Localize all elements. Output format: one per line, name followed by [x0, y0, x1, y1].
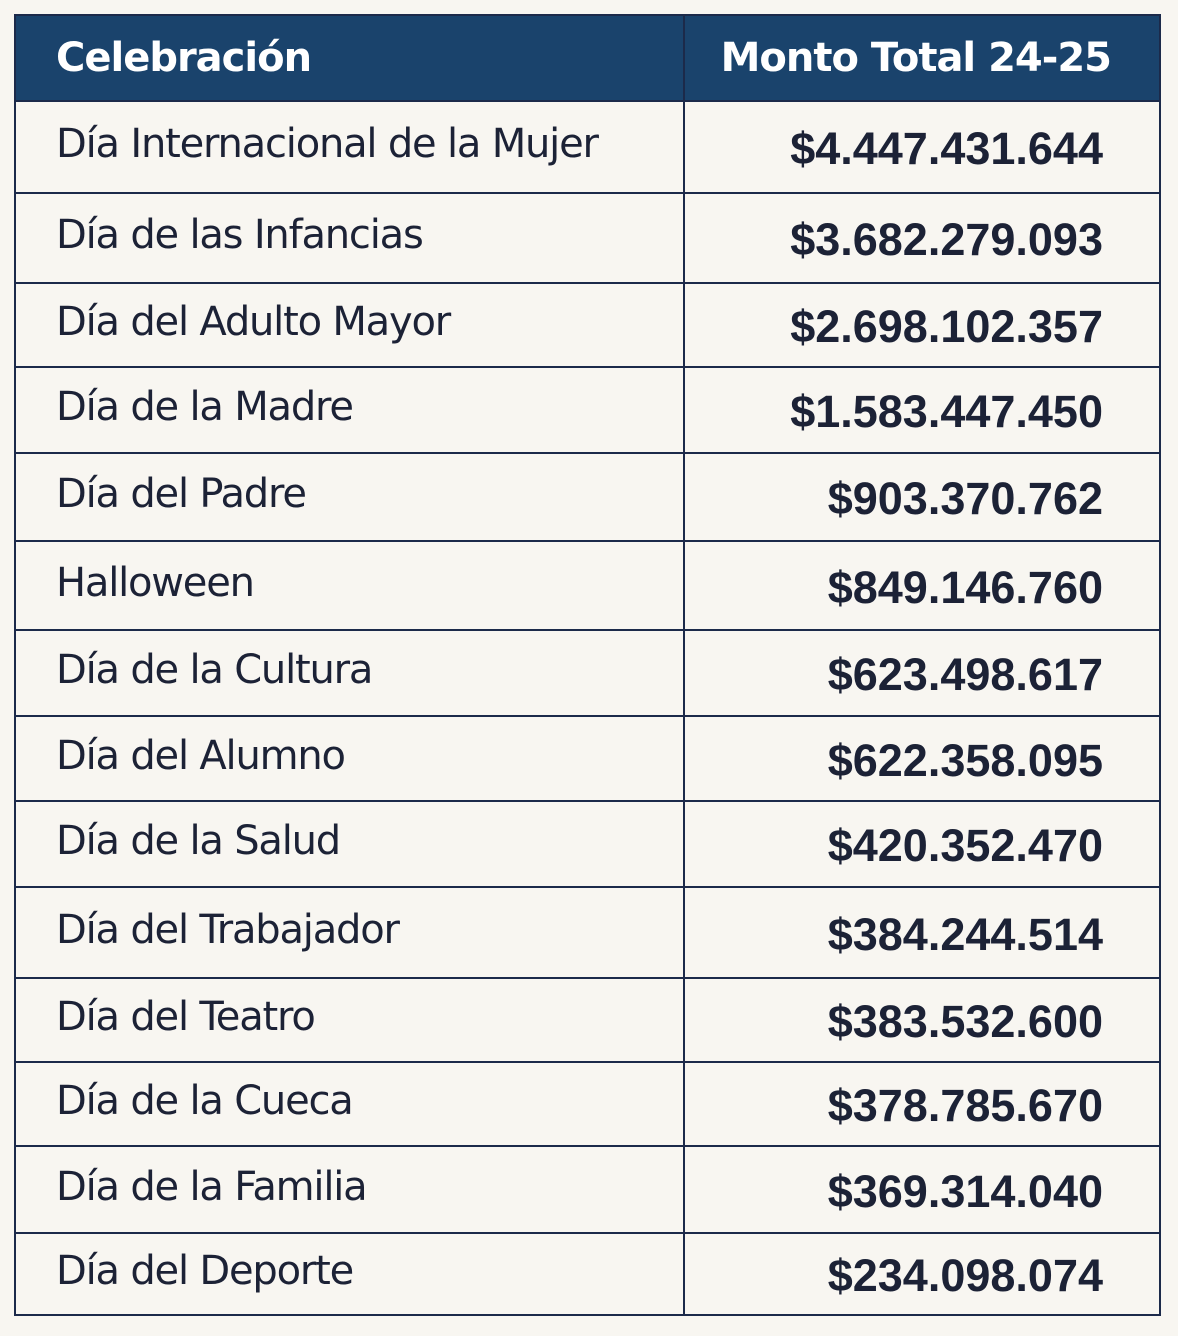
- table-row: [15, 716, 1160, 801]
- celebration-cell: Día Internacional de la Mujer: [15, 101, 684, 193]
- celebration-cell: Día del Trabajador: [15, 887, 684, 978]
- amount-cell: $2.698.102.357: [684, 283, 1160, 367]
- amount-cell: $849.146.760: [684, 541, 1160, 630]
- table-row: [15, 101, 1160, 193]
- amount-cell: $384.244.514: [684, 887, 1160, 978]
- celebration-cell: Día de la Cueca: [15, 1062, 684, 1146]
- table-row: [15, 630, 1160, 716]
- amount-cell: $1.583.447.450: [684, 367, 1160, 453]
- header-celebration: Celebración: [15, 15, 684, 101]
- table-row: [15, 1062, 1160, 1146]
- amount-cell: $903.370.762: [684, 453, 1160, 541]
- celebration-cell: Día de la Cultura: [15, 630, 684, 716]
- table-row: [15, 453, 1160, 541]
- celebration-cell: Día de la Salud: [15, 801, 684, 887]
- amount-cell: $420.352.470: [684, 801, 1160, 887]
- celebration-cell: Halloween: [15, 541, 684, 630]
- table-row: [15, 978, 1160, 1062]
- table-row: [15, 1146, 1160, 1233]
- table-row: [15, 193, 1160, 283]
- celebration-cell: Día del Deporte: [15, 1233, 684, 1315]
- amount-cell: $623.498.617: [684, 630, 1160, 716]
- amount-cell: $369.314.040: [684, 1146, 1160, 1233]
- table-row: [15, 541, 1160, 630]
- celebration-cell: Día del Padre: [15, 453, 684, 541]
- amount-cell: $234.098.074: [684, 1233, 1160, 1315]
- amount-cell: $622.358.095: [684, 716, 1160, 801]
- celebration-cell: Día de la Madre: [15, 367, 684, 453]
- table-row: [15, 283, 1160, 367]
- table-container: [14, 14, 1159, 1316]
- table-row: [15, 367, 1160, 453]
- celebration-cell: Día de las Infancias: [15, 193, 684, 283]
- celebration-amount-table: [14, 14, 1161, 1316]
- header-amount: Monto Total 24-25: [684, 15, 1160, 101]
- amount-cell: $383.532.600: [684, 978, 1160, 1062]
- celebration-cell: Día del Adulto Mayor: [15, 283, 684, 367]
- amount-cell: $4.447.431.644: [684, 101, 1160, 193]
- celebration-cell: Día del Teatro: [15, 978, 684, 1062]
- table-row: [15, 887, 1160, 978]
- amount-cell: $378.785.670: [684, 1062, 1160, 1146]
- celebration-cell: Día de la Familia: [15, 1146, 684, 1233]
- table-body: [15, 101, 1160, 1315]
- table-row: [15, 1233, 1160, 1315]
- celebration-cell: Día del Alumno: [15, 716, 684, 801]
- table-row: [15, 801, 1160, 887]
- header-row: [15, 15, 1160, 101]
- table-header: [15, 15, 1160, 101]
- amount-cell: $3.682.279.093: [684, 193, 1160, 283]
